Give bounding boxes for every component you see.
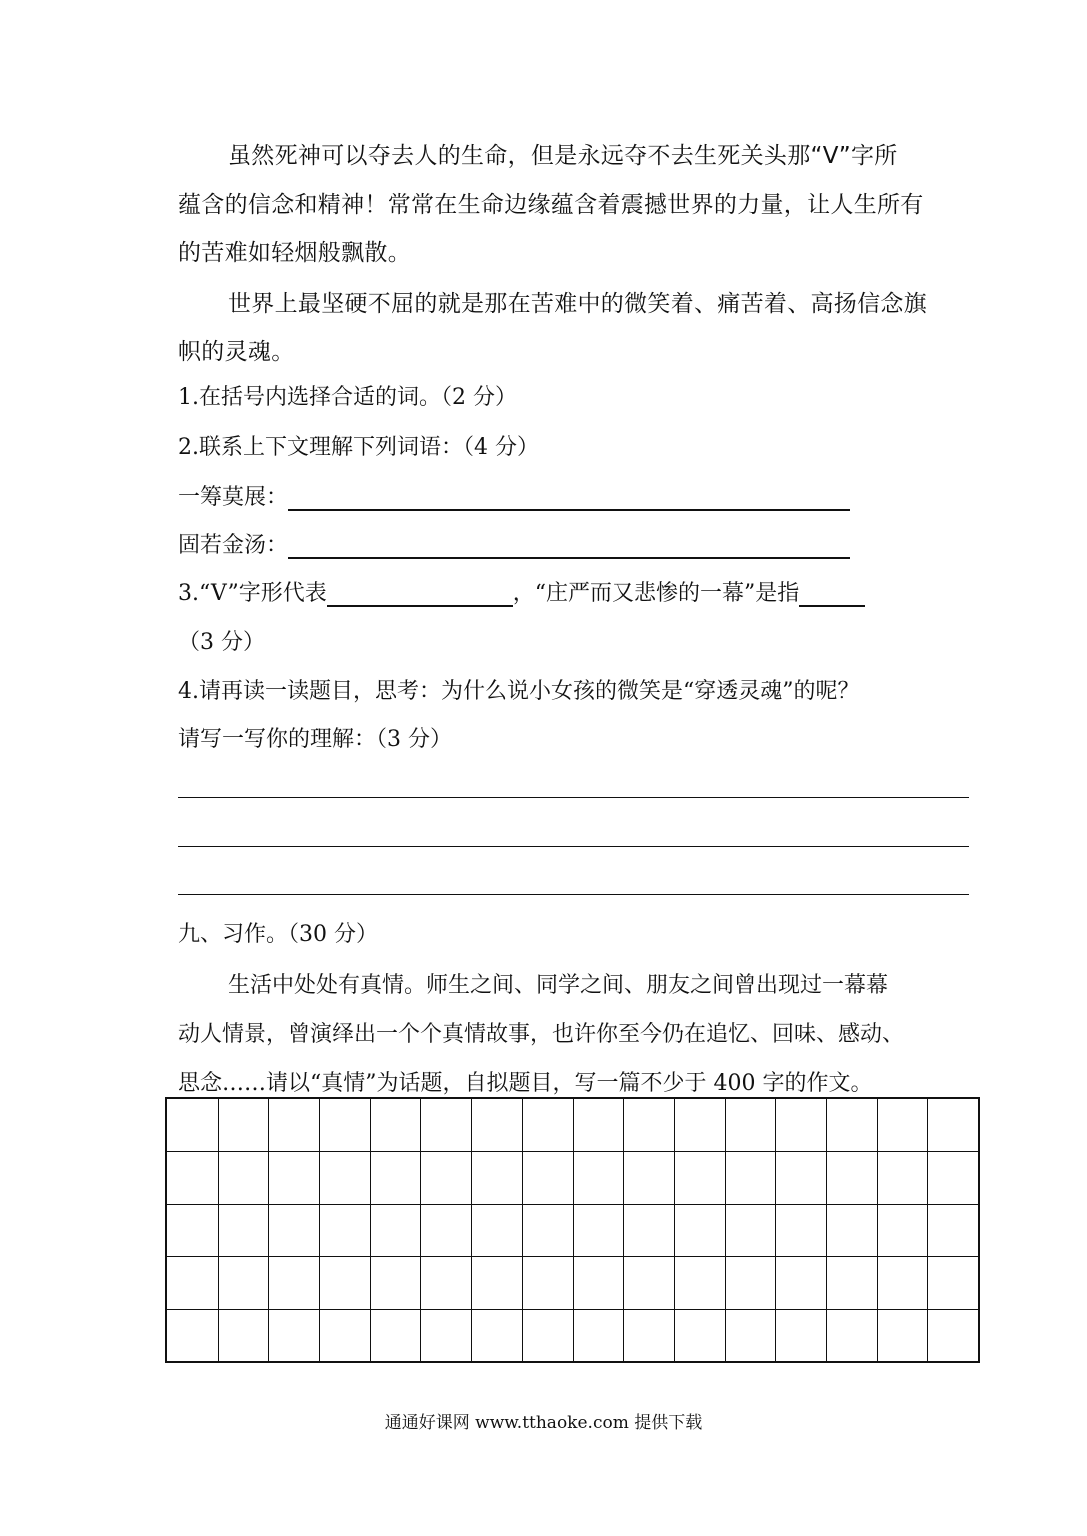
grid-column-line [522, 1099, 523, 1361]
question-2-word-1 [178, 480, 850, 511]
question-4-instruction: 请写一写你的理解：（3 分） [178, 727, 452, 752]
composition-heading: 九、习作。（30 分） [178, 922, 378, 947]
grid-column-line [319, 1099, 320, 1361]
grid-column-line [674, 1099, 675, 1361]
grid-column-line [471, 1099, 472, 1361]
writing-grid[interactable] [165, 1097, 980, 1363]
passage-line: 世界上最坚硬不屈的就是那在苦难中的微笑着、痛苦着、高扬信念旗 [228, 291, 927, 317]
word-label: 一筹莫展： [178, 485, 289, 510]
composition-prompt-line: 生活中处处有真情。师生之间、同学之间、朋友之间曾出现过一幕幕 [228, 973, 889, 998]
passage-line: 虽然死神可以夺去人的生命，但是永远夺不去生死关头那“V”字所 [228, 143, 898, 169]
question-2: 2.联系上下文理解下列词语：（4 分） [178, 435, 539, 460]
question-3-score: （3 分） [178, 630, 265, 655]
grid-column-line [877, 1099, 878, 1361]
answer-blank[interactable] [288, 535, 850, 559]
grid-column-line [268, 1099, 269, 1361]
composition-prompt-line: 动人情景，曾演绎出一个个真情故事，也许你至今仍在追忆、回味、感动、 [178, 1022, 905, 1047]
grid-row-line [167, 1309, 978, 1310]
grid-row-line [167, 1204, 978, 1205]
question-3-text-a: 3.“V”字形代表 [178, 581, 327, 606]
grid-column-line [420, 1099, 421, 1361]
question-4: 4.请再读一读题目，思考：为什么说小女孩的微笑是“穿透灵魂”的呢？ [178, 679, 860, 704]
passage-line: 帜的灵魂。 [178, 339, 295, 365]
grid-column-line [218, 1099, 219, 1361]
passage-line: 的苦难如轻烟般飘散。 [178, 240, 411, 266]
answer-blank[interactable] [799, 583, 865, 607]
composition-prompt-line: 思念……请以“真情”为话题，自拟题目，写一篇不少于 400 字的作文。 [178, 1071, 873, 1096]
grid-row-line [167, 1256, 978, 1257]
answer-blank[interactable] [327, 583, 513, 607]
grid-column-line [927, 1099, 928, 1361]
grid-column-line [725, 1099, 726, 1361]
passage-line: 蕴含的信念和精神！常常在生命边缘蕴含着震撼世界的力量，让人生所有 [178, 192, 924, 218]
grid-column-line [826, 1099, 827, 1361]
grid-row-line [167, 1151, 978, 1152]
question-3 [178, 576, 865, 607]
answer-blank[interactable] [288, 487, 850, 511]
grid-column-line [775, 1099, 776, 1361]
answer-line[interactable] [178, 894, 969, 895]
question-1: 1.在括号内选择合适的词。（2 分） [178, 385, 517, 410]
footer-text: 通通好课网 www.tthaoke.com 提供下载 [384, 1413, 703, 1433]
answer-line[interactable] [178, 846, 969, 847]
question-3-text-b: ，“庄严而又悲惨的一幕”是指 [512, 581, 800, 606]
answer-line[interactable] [178, 797, 969, 798]
grid-column-line [623, 1099, 624, 1361]
word-label: 固若金汤： [178, 533, 289, 558]
grid-column-line [370, 1099, 371, 1361]
question-2-word-2 [178, 528, 850, 559]
grid-column-line [573, 1099, 574, 1361]
